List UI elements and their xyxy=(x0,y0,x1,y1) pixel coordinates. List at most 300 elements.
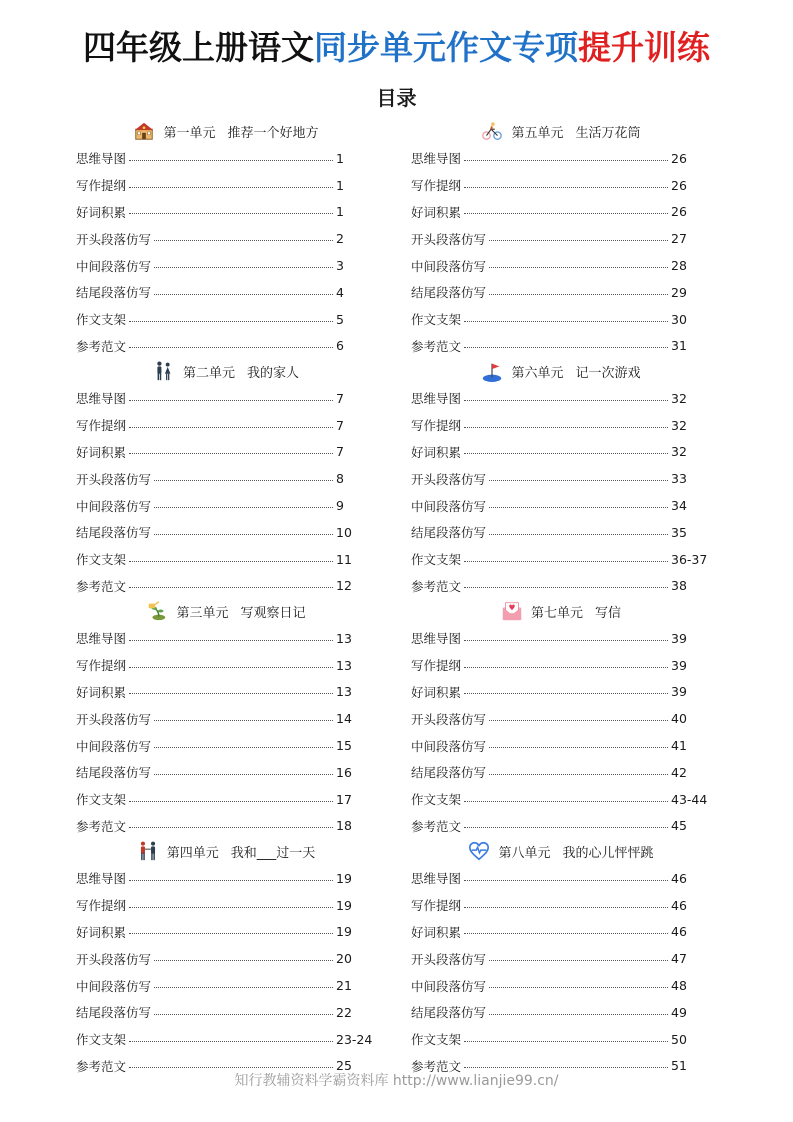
dot-leader xyxy=(129,667,333,668)
toc-entry-page: 23-24 xyxy=(336,1031,373,1047)
toc-entry-page: 43-44 xyxy=(671,791,708,807)
dot-leader xyxy=(154,267,333,268)
title-part-topic: 同步单元作文专项 xyxy=(314,28,578,67)
unit-topic: 我的家人 xyxy=(247,365,300,381)
toc-entry[interactable] xyxy=(411,813,711,840)
toc-entry[interactable] xyxy=(76,865,376,892)
toc-entry-label: 作文支架 xyxy=(76,792,127,808)
toc-entry-page: 6 xyxy=(336,338,344,354)
toc-entry-label: 结尾段落仿写 xyxy=(411,1005,487,1021)
toc-entry[interactable] xyxy=(411,732,711,759)
dot-leader xyxy=(489,534,668,535)
unit-heading xyxy=(76,118,376,144)
dot-leader xyxy=(489,480,668,481)
unit-heading xyxy=(411,598,711,624)
toc-entry[interactable] xyxy=(411,199,711,226)
toc-entry-page: 39 xyxy=(671,630,687,646)
toc-entry-label: 结尾段落仿写 xyxy=(411,285,487,301)
unit-heading xyxy=(76,358,376,384)
toc-entry-label: 好词积累 xyxy=(411,684,462,700)
toc-entry[interactable] xyxy=(411,465,711,492)
dot-leader xyxy=(464,213,668,214)
dot-leader xyxy=(489,774,668,775)
toc-entry-label: 参考范文 xyxy=(76,578,127,594)
toc-entry-label: 思维导图 xyxy=(76,631,127,647)
toc-entry-label: 开头段落仿写 xyxy=(76,231,152,247)
toc-entry-page: 45 xyxy=(671,818,687,834)
dot-leader xyxy=(129,347,333,348)
toc-entry[interactable] xyxy=(411,945,711,972)
dot-leader xyxy=(154,480,333,481)
toc-entry[interactable] xyxy=(411,492,711,519)
toc-column-left xyxy=(76,118,376,1078)
toc-entry-label: 思维导图 xyxy=(76,391,127,407)
toc-entry-page: 40 xyxy=(671,711,687,727)
toc-entry-page: 46 xyxy=(671,870,687,886)
toc-unit xyxy=(411,598,711,838)
dot-leader xyxy=(464,693,668,694)
toc-entry-label: 开头段落仿写 xyxy=(76,711,152,727)
toc-entry-page: 46 xyxy=(671,897,687,913)
dot-leader xyxy=(154,720,333,721)
dot-leader xyxy=(154,240,333,241)
dot-leader xyxy=(154,747,333,748)
toc-entry[interactable] xyxy=(411,172,711,199)
dot-leader xyxy=(129,1041,333,1042)
toc-entry-label: 中间段落仿写 xyxy=(411,978,487,994)
toc-entry-page: 28 xyxy=(671,258,687,274)
toc-entry-label: 写作提纲 xyxy=(411,418,462,434)
dot-leader xyxy=(489,507,668,508)
toc-entry[interactable] xyxy=(76,306,376,333)
toc-entry[interactable] xyxy=(76,919,376,946)
toc-entry-label: 中间段落仿写 xyxy=(76,978,152,994)
toc-entry-page: 1 xyxy=(336,177,344,193)
dot-leader xyxy=(154,960,333,961)
toc-entry[interactable] xyxy=(76,573,376,600)
unit-heading xyxy=(76,598,376,624)
dot-leader xyxy=(464,801,668,802)
toc-entry-page: 42 xyxy=(671,764,687,780)
toc-entry-label: 作文支架 xyxy=(76,552,127,568)
unit-topic: 推荐一个好地方 xyxy=(227,125,319,141)
toc-entry-label: 思维导图 xyxy=(411,631,462,647)
dot-leader xyxy=(464,907,668,908)
dot-leader xyxy=(489,960,668,961)
toc-unit xyxy=(76,838,376,1078)
toc-entry-label: 写作提纲 xyxy=(411,658,462,674)
toc-entry[interactable] xyxy=(411,652,711,679)
dot-leader xyxy=(129,880,333,881)
unit-heading xyxy=(76,838,376,864)
toc-entry[interactable] xyxy=(76,813,376,840)
dot-leader xyxy=(129,213,333,214)
toc-entry-label: 好词积累 xyxy=(411,204,462,220)
toc-entry-label: 中间段落仿写 xyxy=(76,738,152,754)
toc-entry-label: 中间段落仿写 xyxy=(411,258,487,274)
dot-leader xyxy=(489,987,668,988)
toc-entry-label: 开头段落仿写 xyxy=(411,231,487,247)
toc-entry-label: 好词积累 xyxy=(76,204,127,220)
toc-entry-page: 16 xyxy=(336,764,352,780)
toc-entry-page: 48 xyxy=(671,978,687,994)
title-part-grade: 四年级上册语文 xyxy=(83,28,314,67)
toc-entry[interactable] xyxy=(411,705,711,732)
toc-unit xyxy=(76,118,376,358)
toc-entry-label: 写作提纲 xyxy=(411,178,462,194)
unit-heading xyxy=(411,118,711,144)
dot-leader xyxy=(464,160,668,161)
toc-entry-label: 结尾段落仿写 xyxy=(411,765,487,781)
toc-entry-page: 29 xyxy=(671,284,687,300)
toc-entry[interactable] xyxy=(411,225,711,252)
unit-topic: 我的心儿怦怦跳 xyxy=(562,845,654,861)
toc-entry-page: 26 xyxy=(671,177,687,193)
toc-entry-page: 7 xyxy=(336,390,344,406)
toc-entry-label: 结尾段落仿写 xyxy=(76,285,152,301)
toc-entry-label: 作文支架 xyxy=(411,552,462,568)
unit-topic: 生活万花筒 xyxy=(575,125,641,141)
dot-leader xyxy=(129,453,333,454)
toc-entry[interactable] xyxy=(411,892,711,919)
toc-entry[interactable] xyxy=(411,306,711,333)
toc-entry-page: 46 xyxy=(671,924,687,940)
toc-entry[interactable] xyxy=(76,705,376,732)
toc-entry-label: 作文支架 xyxy=(411,312,462,328)
toc-entry[interactable] xyxy=(76,225,376,252)
toc-entry-page: 38 xyxy=(671,578,687,594)
toc-entry-page: 32 xyxy=(671,444,687,460)
toc-entry-label: 开头段落仿写 xyxy=(76,471,152,487)
dot-leader xyxy=(464,347,668,348)
toc-entry-label: 开头段落仿写 xyxy=(411,471,487,487)
toc-unit xyxy=(411,358,711,598)
toc-entry-page: 8 xyxy=(336,471,344,487)
toc-entry-page: 36-37 xyxy=(671,551,708,567)
toc-entry-label: 结尾段落仿写 xyxy=(76,765,152,781)
toc-entry[interactable] xyxy=(411,412,711,439)
toc-entry-page: 2 xyxy=(336,231,344,247)
toc-entry[interactable] xyxy=(76,759,376,786)
toc-entry-label: 写作提纲 xyxy=(76,898,127,914)
dot-leader xyxy=(464,640,668,641)
toc-entry[interactable] xyxy=(411,786,711,813)
toc-entry[interactable] xyxy=(411,573,711,600)
toc-entry-page: 22 xyxy=(336,1004,352,1020)
footer-watermark: 知行教辅资料学霸资料库 http://www.lianjie99.cn/ xyxy=(234,1073,559,1089)
toc-entry-label: 好词积累 xyxy=(76,444,127,460)
dot-leader xyxy=(464,400,668,401)
flag-hill-icon xyxy=(481,360,503,382)
document-title xyxy=(0,26,793,70)
toc-entry[interactable] xyxy=(411,252,711,279)
toc-entry-page: 31 xyxy=(671,338,687,354)
toc-entry-page: 17 xyxy=(336,791,352,807)
unit-number: 第八单元 xyxy=(498,845,551,861)
toc-entry-page: 26 xyxy=(671,204,687,220)
dot-leader xyxy=(129,187,333,188)
dot-leader xyxy=(129,561,333,562)
toc-entry-page: 13 xyxy=(336,684,352,700)
toc-entry-page: 39 xyxy=(671,684,687,700)
toc-entry-label: 开头段落仿写 xyxy=(411,711,487,727)
toc-entry[interactable] xyxy=(76,786,376,813)
dot-leader xyxy=(154,534,333,535)
toc-entry-label: 好词积累 xyxy=(411,924,462,940)
toc-entry[interactable] xyxy=(411,546,711,573)
dot-leader xyxy=(489,1014,668,1015)
toc-entry[interactable] xyxy=(76,625,376,652)
dot-leader xyxy=(464,933,668,934)
toc-entry-page: 9 xyxy=(336,498,344,514)
toc-entry[interactable] xyxy=(76,252,376,279)
toc-entry-label: 写作提纲 xyxy=(76,418,127,434)
unit-number: 第一单元 xyxy=(163,125,216,141)
family-icon xyxy=(153,360,175,382)
dot-leader xyxy=(129,801,333,802)
unit-heading xyxy=(411,358,711,384)
toc-entry-page: 25 xyxy=(336,1058,352,1074)
toc-entry-label: 参考范文 xyxy=(411,1058,462,1074)
toc-entry-page: 20 xyxy=(336,951,352,967)
toc-entry[interactable] xyxy=(411,439,711,466)
toc-entry[interactable] xyxy=(76,333,376,360)
dot-leader xyxy=(129,427,333,428)
toc-entry[interactable] xyxy=(411,1026,711,1053)
toc-heading: 目录 xyxy=(376,86,417,110)
unit-number: 第七单元 xyxy=(530,605,583,621)
toc-entry-label: 作文支架 xyxy=(76,312,127,328)
toc-entry-page: 7 xyxy=(336,444,344,460)
toc-entry-page: 49 xyxy=(671,1004,687,1020)
dot-leader xyxy=(464,427,668,428)
toc-entry-label: 思维导图 xyxy=(411,391,462,407)
toc-entry[interactable] xyxy=(411,333,711,360)
dot-leader xyxy=(464,667,668,668)
toc-entry-page: 13 xyxy=(336,630,352,646)
unit-heading xyxy=(411,838,711,864)
dot-leader xyxy=(464,1041,668,1042)
toc-entry-label: 作文支架 xyxy=(411,792,462,808)
toc-entry-label: 写作提纲 xyxy=(411,898,462,914)
toc-entry[interactable] xyxy=(76,972,376,999)
cyclist-icon xyxy=(481,120,503,142)
watering-plant-icon xyxy=(146,600,168,622)
toc-entry[interactable] xyxy=(76,279,376,306)
toc-entry-page: 11 xyxy=(336,551,352,567)
unit-number: 第二单元 xyxy=(182,365,235,381)
toc-entry-page: 1 xyxy=(336,204,344,220)
dot-leader xyxy=(489,747,668,748)
toc-entry[interactable] xyxy=(76,412,376,439)
toc-entry-page: 35 xyxy=(671,524,687,540)
toc-entry-label: 思维导图 xyxy=(76,871,127,887)
dot-leader xyxy=(154,987,333,988)
toc-entry[interactable] xyxy=(76,732,376,759)
toc-entry-page: 50 xyxy=(671,1031,687,1047)
toc-entry-page: 7 xyxy=(336,417,344,433)
toc-entry-page: 32 xyxy=(671,390,687,406)
toc-entry[interactable] xyxy=(411,759,711,786)
toc-entry-page: 19 xyxy=(336,897,352,913)
dot-leader xyxy=(464,561,668,562)
toc-entry-label: 思维导图 xyxy=(411,871,462,887)
toc-entry-label: 好词积累 xyxy=(76,684,127,700)
dot-leader xyxy=(489,720,668,721)
toc-entry[interactable] xyxy=(411,385,711,412)
unit-number: 第四单元 xyxy=(166,845,219,861)
toc-entry-page: 13 xyxy=(336,657,352,673)
dot-leader xyxy=(489,294,668,295)
dot-leader xyxy=(464,453,668,454)
toc-entry[interactable] xyxy=(411,865,711,892)
toc-entry-page: 27 xyxy=(671,231,687,247)
dot-leader xyxy=(464,827,668,828)
school-building-icon xyxy=(133,120,155,142)
toc-entry[interactable] xyxy=(76,145,376,172)
toc-entry-page: 3 xyxy=(336,258,344,274)
toc-entry[interactable] xyxy=(76,546,376,573)
people-meeting-icon xyxy=(137,840,159,862)
toc-entry-page: 47 xyxy=(671,951,687,967)
dot-leader xyxy=(154,294,333,295)
toc-entry-label: 参考范文 xyxy=(76,1058,127,1074)
toc-entry-label: 参考范文 xyxy=(411,818,462,834)
unit-number: 第六单元 xyxy=(511,365,564,381)
dot-leader xyxy=(464,321,668,322)
toc-entry[interactable] xyxy=(76,652,376,679)
toc-entry[interactable] xyxy=(76,199,376,226)
dot-leader xyxy=(489,240,668,241)
toc-entry-page: 10 xyxy=(336,524,352,540)
toc-entry[interactable] xyxy=(76,1026,376,1053)
toc-entry-page: 5 xyxy=(336,311,344,327)
toc-entry-page: 34 xyxy=(671,498,687,514)
toc-entry-page: 1 xyxy=(336,150,344,166)
toc-entry-page: 19 xyxy=(336,870,352,886)
toc-entry-label: 开头段落仿写 xyxy=(411,951,487,967)
toc-entry[interactable] xyxy=(411,679,711,706)
toc-entry[interactable] xyxy=(76,465,376,492)
toc-entry-label: 结尾段落仿写 xyxy=(76,525,152,541)
toc-entry-label: 参考范文 xyxy=(76,338,127,354)
dot-leader xyxy=(464,587,668,588)
toc-entry-label: 作文支架 xyxy=(76,1032,127,1048)
toc-entry-label: 中间段落仿写 xyxy=(76,258,152,274)
dot-leader xyxy=(464,880,668,881)
toc-entry[interactable] xyxy=(76,892,376,919)
dot-leader xyxy=(129,1067,333,1068)
dot-leader xyxy=(129,693,333,694)
toc-entry-label: 好词积累 xyxy=(411,444,462,460)
toc-unit xyxy=(76,598,376,838)
title-part-training: 提升训练 xyxy=(578,28,710,67)
toc-entry-label: 写作提纲 xyxy=(76,178,127,194)
toc-entry[interactable] xyxy=(411,519,711,546)
dot-leader xyxy=(129,907,333,908)
toc-entry[interactable] xyxy=(76,385,376,412)
dot-leader xyxy=(129,160,333,161)
toc-entry-label: 参考范文 xyxy=(411,338,462,354)
toc-entry[interactable] xyxy=(411,279,711,306)
toc-entry-page: 39 xyxy=(671,657,687,673)
dot-leader xyxy=(489,267,668,268)
dot-leader xyxy=(154,774,333,775)
toc-entry-page: 4 xyxy=(336,284,344,300)
toc-entry[interactable] xyxy=(411,972,711,999)
toc-entry-page: 32 xyxy=(671,417,687,433)
unit-number: 第五单元 xyxy=(511,125,564,141)
toc-entry-label: 开头段落仿写 xyxy=(76,951,152,967)
toc-entry-label: 参考范文 xyxy=(76,818,127,834)
toc-entry[interactable] xyxy=(76,439,376,466)
dot-leader xyxy=(129,827,333,828)
unit-number: 第三单元 xyxy=(176,605,229,621)
toc-entry-label: 好词积累 xyxy=(76,924,127,940)
toc-entry-page: 12 xyxy=(336,578,352,594)
heartbeat-icon xyxy=(468,840,490,862)
toc-entry[interactable] xyxy=(76,519,376,546)
toc-entry-page: 51 xyxy=(671,1058,687,1074)
dot-leader xyxy=(464,1067,668,1068)
dot-leader xyxy=(129,400,333,401)
toc-unit xyxy=(411,118,711,358)
toc-entry-page: 26 xyxy=(671,150,687,166)
toc-entry-page: 21 xyxy=(336,978,352,994)
toc-entry-label: 思维导图 xyxy=(76,151,127,167)
toc-entry[interactable] xyxy=(411,919,711,946)
toc-entry[interactable] xyxy=(76,679,376,706)
toc-entry[interactable] xyxy=(411,999,711,1026)
dot-leader xyxy=(154,507,333,508)
toc-entry-label: 作文支架 xyxy=(411,1032,462,1048)
toc-entry[interactable] xyxy=(76,492,376,519)
toc-entry-label: 中间段落仿写 xyxy=(411,738,487,754)
toc-entry-label: 写作提纲 xyxy=(76,658,127,674)
toc-entry-label: 思维导图 xyxy=(411,151,462,167)
toc-entry-label: 参考范文 xyxy=(411,578,462,594)
toc-entry[interactable] xyxy=(411,625,711,652)
toc-entry-page: 14 xyxy=(336,711,352,727)
toc-entry[interactable] xyxy=(76,999,376,1026)
toc-entry[interactable] xyxy=(411,145,711,172)
toc-entry-page: 41 xyxy=(671,738,687,754)
dot-leader xyxy=(129,321,333,322)
dot-leader xyxy=(154,1014,333,1015)
dot-leader xyxy=(129,587,333,588)
toc-entry-page: 30 xyxy=(671,311,687,327)
toc-entry-page: 15 xyxy=(336,738,352,754)
dot-leader xyxy=(129,640,333,641)
unit-topic: 记一次游戏 xyxy=(575,365,641,381)
envelope-letter-icon xyxy=(501,600,523,622)
unit-topic: 写信 xyxy=(595,605,622,621)
unit-topic: 写观察日记 xyxy=(240,605,306,621)
toc-entry-label: 中间段落仿写 xyxy=(76,498,152,514)
dot-leader xyxy=(464,187,668,188)
toc-entry[interactable] xyxy=(76,172,376,199)
toc-column-right xyxy=(411,118,711,1078)
toc-entry-page: 33 xyxy=(671,471,687,487)
toc-unit xyxy=(411,838,711,1078)
toc-entry-label: 结尾段落仿写 xyxy=(411,525,487,541)
toc-entry-label: 结尾段落仿写 xyxy=(76,1005,152,1021)
dot-leader xyxy=(129,933,333,934)
toc-entry-page: 19 xyxy=(336,924,352,940)
unit-topic: 我和___过一天 xyxy=(230,845,316,861)
toc-entry-label: 中间段落仿写 xyxy=(411,498,487,514)
toc-entry[interactable] xyxy=(76,945,376,972)
